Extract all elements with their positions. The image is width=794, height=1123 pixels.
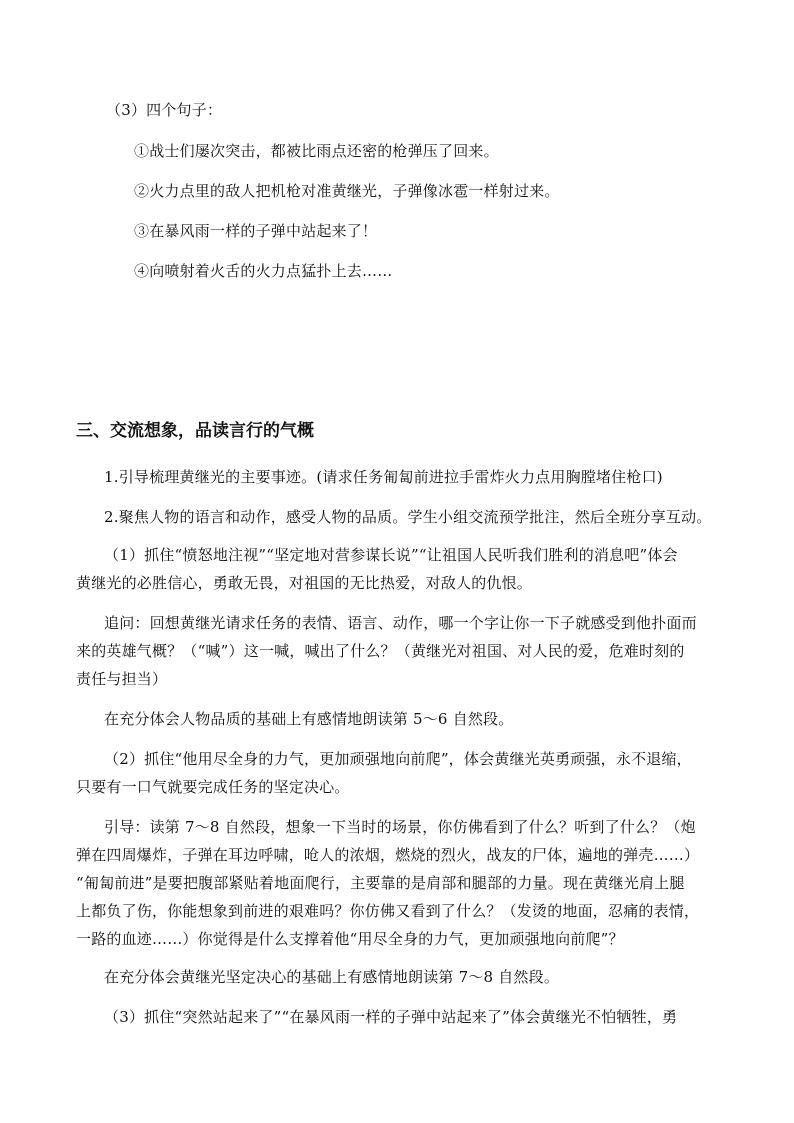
- paragraph-7-line-5: 一路的血迹……）你觉得是什么支撑着他“用尽全身的力气，更加顽强地向前爬”？: [76, 930, 624, 948]
- paragraph-7-line-3: “匍匐前进”是要把腹部紧贴着地面爬行，主要靠的是肩部和腿部的力量。现在黄继光肩上腿: [76, 874, 685, 892]
- paragraph-4-line-3: 责任与担当）: [76, 670, 168, 688]
- paragraph-8: 在充分体会黄继光坚定决心的基础上有感情地朗读第 7～8 自然段。: [104, 968, 560, 986]
- paragraph-7-line-2: 弹在四周爆炸，子弹在耳边呼啸，呛人的浓烟，燃烧的烈火，战友的尸体，遍地的弹壳……）: [76, 846, 700, 864]
- paragraph-5: 在充分体会人物品质的基础上有感情地朗读第 5～6 自然段。: [104, 710, 514, 728]
- paragraph-1: 1.引导梳理黄继光的主要事迹。(请求任务匍匐前进拉手雷炸火力点用胸膛堵住枪口): [104, 468, 663, 486]
- paragraph-3-line-2: 黄继光的必胜信心，勇敢无畏，对祖国的无比热爱，对敌人的仇恨。: [76, 574, 533, 592]
- paragraph-9-line-1: （3）抓住“突然站起来了”“在暴风雨一样的子弹中站起来了”体会黄继光不怕牺牲，勇: [104, 1008, 678, 1026]
- paragraph-3-line-1: （1）抓住“愤怒地注视”“坚定地对营参谋长说”“让祖国人民听我们胜利的消息吧”体会: [104, 546, 678, 564]
- sentence-3: ③在暴风雨一样的子弹中站起来了！: [134, 222, 378, 240]
- sentences-label: （3）四个句子：: [106, 101, 223, 119]
- paragraph-4-line-2: 来的英雄气概？（“喊”）这一喊，喊出了什么？（黄继光对祖国、对人民的爱，危难时刻的: [76, 642, 685, 660]
- paragraph-2: 2.聚焦人物的语言和动作，感受人物的品质。学生小组交流预学批注，然后全班分享互动。: [104, 508, 712, 526]
- paragraph-7-line-1: 引导：读第 7～8 自然段，想象一下当时的场景，你仿佛看到了什么？听到了什么？（炮: [104, 818, 696, 836]
- section-heading: 三、交流想象，品读言行的气概: [76, 421, 314, 441]
- paragraph-4-line-1: 追问：回想黄继光请求任务的表情、语言、动作，哪一个字让你一下子就感受到他扑面而: [104, 614, 697, 632]
- paragraph-7-line-4: 上都负了伤，你能想象到前进的艰难吗？你仿佛又看到了什么？（发烫的地面，忍痛的表情，: [76, 902, 700, 920]
- sentence-2: ②火力点里的敌人把机枪对准黄继光，子弹像冰雹一样射过来。: [134, 182, 560, 200]
- sentence-4: ④向喷射着火舌的火力点猛扑上去……: [134, 262, 393, 280]
- paragraph-6-line-2: 只要有一口气就要完成任务的坚定决心。: [76, 778, 350, 796]
- paragraph-6-line-1: （2）抓住“他用尽全身的力气，更加顽强地向前爬”，体会黄继光英勇顽强，永不退缩，: [104, 750, 692, 768]
- sentence-1: ①战士们屡次突击，都被比雨点还密的枪弹压了回来。: [134, 142, 499, 160]
